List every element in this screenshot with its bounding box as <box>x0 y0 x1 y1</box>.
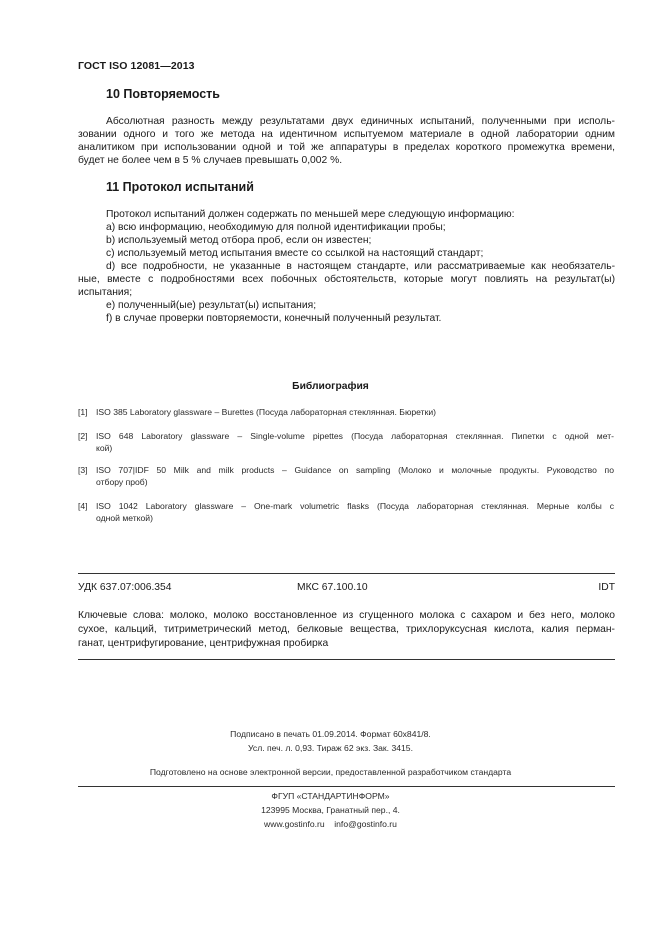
bibliography-item <box>78 500 614 524</box>
section-11-item-d-line2: ные, вместе с подробностями всех побочных обстоятельств, которые могут повлиять на результат(ы) <box>78 274 615 285</box>
section-11-item-b: b) используемый метод отбора проб, если он известен; <box>106 235 372 246</box>
section-10-line: зовании одного и того же метода на идентичном испытуемом материале в одной лаборатории одним <box>78 129 615 140</box>
publisher-web: www.gostinfo.ru info@gostinfo.ru <box>264 819 397 829</box>
section-11-intro: Протокол испытаний должен содержать по меньшей мере следующую информацию: <box>106 209 515 220</box>
section-10-line: аналитиком при использовании одной и той же аппаратуры в пределах короткого промежутка времени, <box>78 142 615 153</box>
bibliography-item-text <box>96 430 614 454</box>
bibliography-item-text <box>96 500 614 524</box>
imprint-print-info: Усл. печ. л. 0,93. Тираж 62 экз. Зак. 3415. <box>248 743 413 753</box>
section-10-title: 10 Повторяемость <box>106 87 220 101</box>
bibliography-item-number: [1] <box>78 407 88 417</box>
section-11-item-d-line1: d) все подробности, не указанные в настоящем стандарте, или рассматриваемые как необязатель- <box>106 261 615 272</box>
standard-code: ГОСТ ISO 12081—2013 <box>78 60 195 72</box>
section-11-item-a: a) всю информацию, необходимую для полной идентификации пробы; <box>106 222 446 233</box>
bibliography-item-number: [4] <box>78 501 88 511</box>
bibliography-item-line: отбору проб) <box>96 477 148 487</box>
publisher-address: 123995 Москва, Гранатный пер., 4. <box>261 805 400 815</box>
bibliography-item-line: кой) <box>96 443 113 453</box>
section-11-title: 11 Протокол испытаний <box>106 180 254 194</box>
keywords-line: Ключевые слова: молоко, молоко восстановленное из сгущенного молока с сахаром и без него, молоко <box>78 610 615 621</box>
bibliography-item <box>78 464 614 488</box>
bibliography-item-number: [3] <box>78 465 88 475</box>
bibliography-item <box>78 406 614 418</box>
divider-bottom <box>78 659 615 660</box>
section-11-item-c: c) используемый метод испытания вместе со ссылкой на настоящий стандарт; <box>106 248 484 259</box>
bibliography-item-line: ISO 648 Laboratory glassware – Single-volume pipettes (Посуда лабораторная стеклянная. Пипетки с одной мет- <box>96 431 614 441</box>
mks-code: МКС 67.100.10 <box>297 582 368 593</box>
section-11-item-f: f) в случае проверки повторяемости, конечный полученный результат. <box>106 313 442 324</box>
section-11-item-e: e) полученный(ые) результат(ы) испытания; <box>106 300 317 311</box>
section-10-body <box>78 115 615 167</box>
idt-label: IDT <box>598 582 615 593</box>
imprint-divider <box>78 786 615 787</box>
keywords-line: ганат, центрифугирование, центрифужная пробирка <box>78 638 329 649</box>
bibliography-title: Библиография <box>292 381 369 392</box>
section-11-body <box>78 208 615 325</box>
keywords-line: сухое, кальций, титриметрический метод, белковые вещества, трихлоруксусная кислота, калия перман- <box>78 624 615 635</box>
bibliography-item-line: ISO 707|IDF 50 Milk and milk products – Guidance on sampling (Молоко и молочные продукты. Руководство по <box>96 465 614 475</box>
bibliography-item-text <box>96 464 614 488</box>
bibliography-item-line: ISO 1042 Laboratory glassware – One-mark volumetric flasks (Посуда лабораторная стеклянная. Мерные колбы с <box>96 501 614 511</box>
keywords <box>78 609 615 651</box>
imprint-prepared: Подготовлено на основе электронной версии, предоставленной разработчиком стандарта <box>149 767 512 777</box>
bibliography-item-line: одной меткой) <box>96 513 153 523</box>
bibliography-item-number: [2] <box>78 431 88 441</box>
section-11-item-d-line3: испытания; <box>78 287 133 298</box>
divider-top <box>78 573 615 574</box>
udk-code: УДК 637.07:006.354 <box>78 582 172 593</box>
imprint-signed: Подписано в печать 01.09.2014. Формат 60x841/8. <box>230 729 431 739</box>
publisher-name: ФГУП «СТАНДАРТИНФОРМ» <box>271 791 390 801</box>
bibliography-item <box>78 430 614 454</box>
bibliography-item-text <box>96 406 614 418</box>
section-10-line: Абсолютная разность между результатами двух единичных испытаний, полученными при исполь- <box>106 116 615 127</box>
bibliography-item-line: ISO 385 Laboratory glassware – Burettes (Посуда лабораторная стеклянная. Бюретки) <box>96 407 437 417</box>
section-10-line: будет не более чем в 5 % случаев превышать 0,002 %. <box>78 155 343 166</box>
